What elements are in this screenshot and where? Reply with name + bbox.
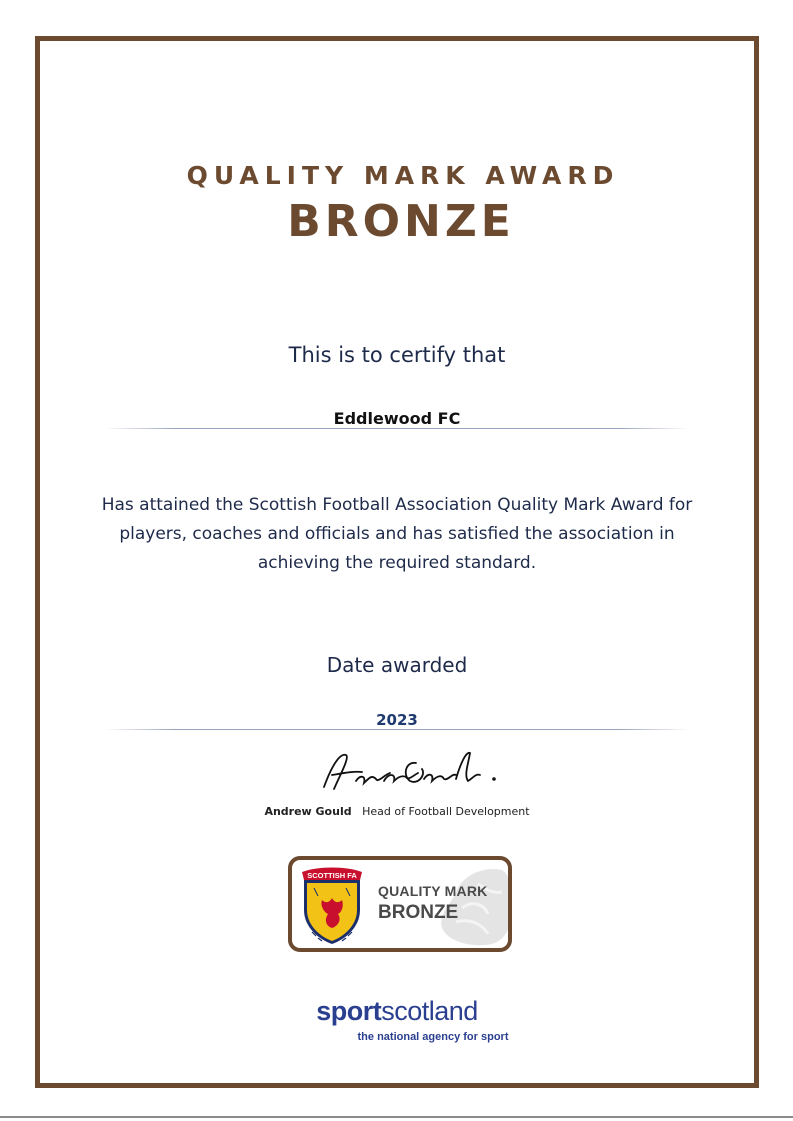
- badge-line-quality-mark: QUALITY MARK: [378, 883, 488, 899]
- scottish-fa-crest-icon: [298, 866, 366, 946]
- date-rule: [105, 729, 689, 730]
- signer-name: Andrew Gould: [264, 805, 352, 818]
- logo-scotland: scotland: [381, 996, 478, 1026]
- club-name: Eddlewood FC: [333, 409, 461, 428]
- certify-text: This is to certify that: [288, 343, 506, 367]
- sportscotland-tagline: the national agency for sport: [357, 1031, 509, 1043]
- date-label: Date awarded: [326, 653, 468, 677]
- crest-label: SCOTTISH FA: [307, 871, 357, 880]
- sportscotland-logo: [40, 996, 754, 1027]
- award-level: BRONZE: [287, 196, 515, 247]
- certificate-frame: [35, 36, 759, 1088]
- signer-title: Head of Football Development: [362, 805, 530, 818]
- signature: [310, 745, 510, 799]
- award-description: Has attained the Scottish Football Association Quality Mark Award for players, coaches and officials and has satisfied the association in achieving the required standard.: [101, 495, 693, 573]
- quality-mark-badge: [288, 856, 512, 952]
- page-edge-line: [0, 1116, 793, 1118]
- logo-sport: sport: [316, 996, 382, 1026]
- date-value: 2023: [376, 711, 418, 729]
- award-kicker: QUALITY MARK AWARD: [186, 161, 620, 190]
- club-name-rule: [105, 428, 689, 429]
- signer-line: [40, 805, 754, 818]
- badge-line-bronze: BRONZE: [378, 902, 459, 923]
